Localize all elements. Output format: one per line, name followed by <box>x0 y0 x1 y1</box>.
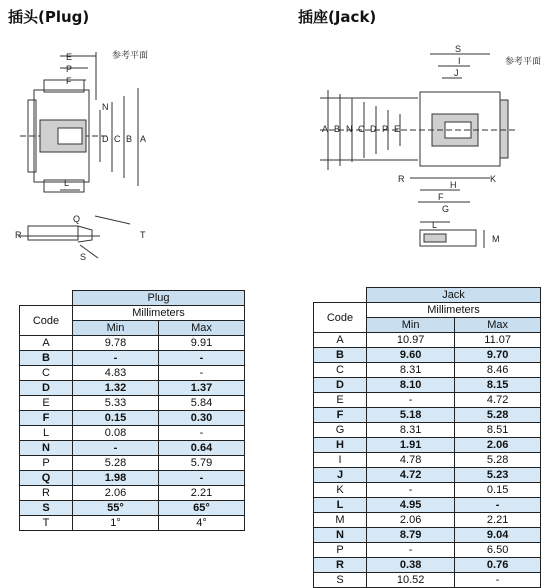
plug-cell-code: F <box>20 411 73 426</box>
plug-cell-min: 1° <box>73 516 159 531</box>
plug-cell-code: D <box>20 381 73 396</box>
jack-dim-A: A <box>322 124 329 134</box>
jack-drawing <box>300 30 549 260</box>
jack-cell-max: 5.28 <box>455 453 541 468</box>
plug-cell-max: 1.37 <box>159 381 245 396</box>
jack-cell-min: 9.60 <box>367 348 455 363</box>
plug-dim-Q: Q <box>73 214 81 224</box>
jack-cell-min: 4.78 <box>367 453 455 468</box>
jack-cell-code: B <box>314 348 367 363</box>
jack-cell-max: 5.28 <box>455 408 541 423</box>
plug-cell-min: 0.15 <box>73 411 159 426</box>
plug-dim-E: E <box>66 52 73 62</box>
plug-cell-code: P <box>20 456 73 471</box>
plug-cell-min: 5.28 <box>73 456 159 471</box>
table-row <box>20 336 245 351</box>
table-row <box>20 486 245 501</box>
jack-cell-code: A <box>314 333 367 348</box>
jack-dim-S: S <box>455 44 462 54</box>
jack-cell-max: 8.51 <box>455 423 541 438</box>
jack-cell-code: F <box>314 408 367 423</box>
jack-cell-code: S <box>314 573 367 588</box>
jack-cell-code: K <box>314 483 367 498</box>
plug-cell-max: 5.84 <box>159 396 245 411</box>
jack-cell-max: 0.15 <box>455 483 541 498</box>
jack-table-title: Jack <box>367 288 541 303</box>
table-row <box>314 438 541 453</box>
jack-dim-G: G <box>442 204 450 214</box>
table-row <box>314 408 541 423</box>
table-row <box>20 381 245 396</box>
plug-ref-plane: 参考平面 <box>112 50 149 60</box>
plug-cell-max: 65° <box>159 501 245 516</box>
table-row <box>314 558 541 573</box>
table-row <box>314 453 541 468</box>
jack-dim-D: D <box>370 124 377 134</box>
jack-cell-code: L <box>314 498 367 513</box>
table-row <box>20 411 245 426</box>
plug-cell-code: E <box>20 396 73 411</box>
table-row <box>314 483 541 498</box>
jack-cell-code: C <box>314 363 367 378</box>
table-row <box>20 501 245 516</box>
plug-cell-max: - <box>159 366 245 381</box>
jack-dim-H: H <box>450 180 457 190</box>
plug-cell-max: - <box>159 351 245 366</box>
plug-dim-B: B <box>126 134 133 144</box>
jack-cell-min: 8.31 <box>367 363 455 378</box>
jack-unit-header: Millimeters <box>367 303 541 318</box>
plug-cell-code: B <box>20 351 73 366</box>
plug-cell-code: S <box>20 501 73 516</box>
jack-title: 插座(Jack) <box>298 8 377 26</box>
plug-cell-min: 55° <box>73 501 159 516</box>
plug-cell-min: - <box>73 441 159 456</box>
plug-cell-min: - <box>73 351 159 366</box>
table-row <box>20 441 245 456</box>
jack-dim-B: B <box>334 124 341 134</box>
jack-spec-table <box>313 287 541 588</box>
plug-spec-table <box>19 290 245 531</box>
table-row <box>20 426 245 441</box>
plug-dim-L: L <box>64 178 70 188</box>
plug-dim-C: C <box>114 134 121 144</box>
plug-cell-max: 5.79 <box>159 456 245 471</box>
table-row <box>314 528 541 543</box>
plug-cell-code: C <box>20 366 73 381</box>
plug-cell-max: 0.64 <box>159 441 245 456</box>
jack-cell-max: 8.15 <box>455 378 541 393</box>
plug-dim-T: T <box>140 230 146 240</box>
plug-drawing <box>0 30 250 270</box>
jack-cell-min: 8.79 <box>367 528 455 543</box>
table-row <box>314 573 541 588</box>
jack-cell-max: 9.04 <box>455 528 541 543</box>
jack-cell-min: 4.72 <box>367 468 455 483</box>
jack-cell-min: - <box>367 393 455 408</box>
jack-dim-I: I <box>458 56 461 66</box>
plug-cell-code: Q <box>20 471 73 486</box>
jack-dim-K: K <box>490 174 497 184</box>
table-row <box>20 366 245 381</box>
jack-cell-min: 2.06 <box>367 513 455 528</box>
jack-cell-max: 6.50 <box>455 543 541 558</box>
jack-cell-min: 4.95 <box>367 498 455 513</box>
jack-cell-code: G <box>314 423 367 438</box>
plug-cell-min: 0.08 <box>73 426 159 441</box>
plug-cell-max: 0.30 <box>159 411 245 426</box>
plug-table-title: Plug <box>73 291 245 306</box>
jack-cell-code: D <box>314 378 367 393</box>
plug-code-header: Code <box>20 306 73 336</box>
jack-ref-plane: 参考平面 <box>505 56 542 66</box>
jack-cell-max: 4.72 <box>455 393 541 408</box>
jack-cell-max: 2.21 <box>455 513 541 528</box>
plug-cell-max: 4° <box>159 516 245 531</box>
plug-cell-code: A <box>20 336 73 351</box>
table-row <box>314 468 541 483</box>
plug-cell-min: 4.83 <box>73 366 159 381</box>
plug-cell-max: 2.21 <box>159 486 245 501</box>
jack-code-header: Code <box>314 303 367 333</box>
plug-dim-N: N <box>102 102 109 112</box>
table-row <box>314 498 541 513</box>
jack-dim-R: R <box>398 174 405 184</box>
plug-cell-code: R <box>20 486 73 501</box>
jack-cell-min: 10.97 <box>367 333 455 348</box>
plug-unit-header: Millimeters <box>73 306 245 321</box>
table-row <box>314 363 541 378</box>
jack-cell-max: 11.07 <box>455 333 541 348</box>
jack-cell-max: 8.46 <box>455 363 541 378</box>
plug-cell-min: 5.33 <box>73 396 159 411</box>
table-row <box>314 393 541 408</box>
plug-dim-P: P <box>66 64 73 74</box>
jack-cell-max: 2.06 <box>455 438 541 453</box>
jack-cell-code: I <box>314 453 367 468</box>
jack-dim-F: F <box>438 192 444 202</box>
table-row <box>314 333 541 348</box>
jack-min-header: Min <box>367 318 455 333</box>
plug-cell-max: - <box>159 471 245 486</box>
jack-cell-min: 8.10 <box>367 378 455 393</box>
plug-cell-code: T <box>20 516 73 531</box>
jack-cell-max: - <box>455 573 541 588</box>
table-row <box>314 378 541 393</box>
table-row <box>314 513 541 528</box>
table-row <box>20 471 245 486</box>
jack-dim-C: C <box>358 124 365 134</box>
jack-cell-min: 5.18 <box>367 408 455 423</box>
plug-cell-min: 1.32 <box>73 381 159 396</box>
plug-cell-code: N <box>20 441 73 456</box>
plug-dim-A: A <box>140 134 147 144</box>
jack-max-header: Max <box>455 318 541 333</box>
table-row <box>20 456 245 471</box>
jack-cell-max: 9.70 <box>455 348 541 363</box>
plug-cell-min: 1.98 <box>73 471 159 486</box>
jack-cell-code: H <box>314 438 367 453</box>
table-row <box>20 516 245 531</box>
jack-dim-N: N <box>346 124 353 134</box>
jack-cell-min: 0.38 <box>367 558 455 573</box>
plug-dim-R: R <box>15 230 22 240</box>
jack-cell-code: N <box>314 528 367 543</box>
jack-cell-code: M <box>314 513 367 528</box>
plug-title: 插头(Plug) <box>8 8 90 26</box>
jack-dim-M: M <box>492 234 500 244</box>
jack-cell-code: E <box>314 393 367 408</box>
jack-cell-min: - <box>367 483 455 498</box>
jack-cell-code: R <box>314 558 367 573</box>
jack-cell-code: P <box>314 543 367 558</box>
jack-cell-max: 0.76 <box>455 558 541 573</box>
table-row <box>314 543 541 558</box>
jack-cell-min: 8.31 <box>367 423 455 438</box>
plug-min-header: Min <box>73 321 159 336</box>
plug-cell-min: 2.06 <box>73 486 159 501</box>
jack-dim-E: E <box>394 124 401 134</box>
jack-cell-code: J <box>314 468 367 483</box>
plug-dim-F: F <box>66 76 72 86</box>
plug-cell-max: 9.91 <box>159 336 245 351</box>
plug-cell-code: L <box>20 426 73 441</box>
plug-max-header: Max <box>159 321 245 336</box>
plug-dim-S: S <box>80 252 87 262</box>
table-row <box>314 423 541 438</box>
jack-cell-max: 5.23 <box>455 468 541 483</box>
jack-cell-max: - <box>455 498 541 513</box>
plug-dim-D: D <box>102 134 109 144</box>
jack-dim-J: J <box>454 68 459 78</box>
plug-cell-max: - <box>159 426 245 441</box>
table-row <box>20 351 245 366</box>
plug-cell-min: 9.78 <box>73 336 159 351</box>
table-row <box>20 396 245 411</box>
jack-cell-min: - <box>367 543 455 558</box>
jack-dim-P: P <box>382 124 389 134</box>
jack-cell-min: 1.91 <box>367 438 455 453</box>
table-row <box>314 348 541 363</box>
jack-cell-min: 10.52 <box>367 573 455 588</box>
jack-dim-L: L <box>432 220 438 230</box>
